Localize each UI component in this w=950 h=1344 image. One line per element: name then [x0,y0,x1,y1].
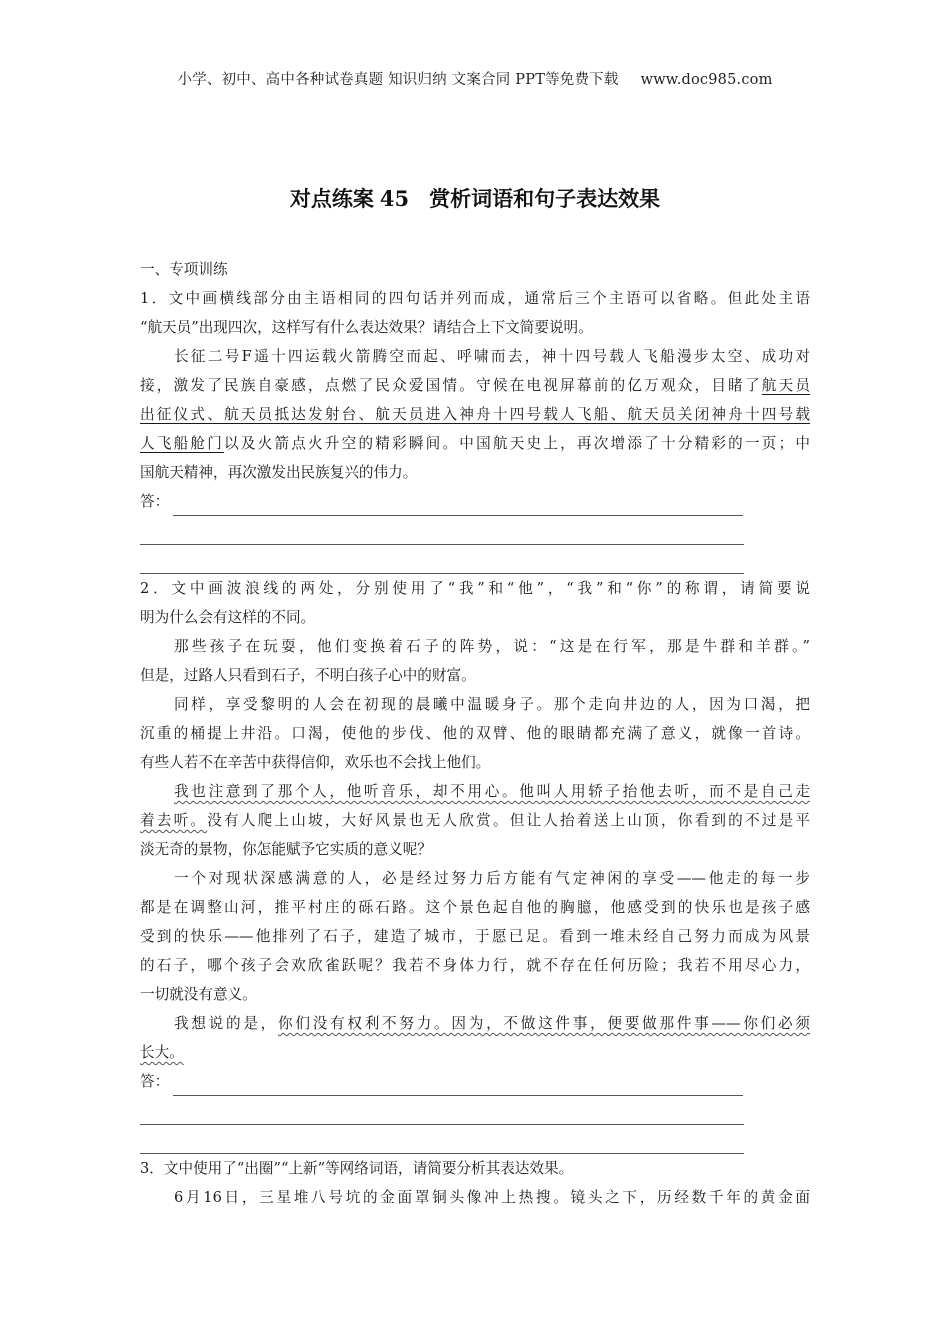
q1-answer-rule[interactable] [140,524,744,545]
q2-stem-line-2: 明为什么会有这样的不同。 [140,609,316,626]
q1-answer-line[interactable] [140,487,810,516]
q1-passage-text: 接，激发了民族自豪感，点燃了民众爱国情。守候在电视屏幕前的亿万观众，目睹了 [140,377,762,394]
q1-answer-rule[interactable] [140,553,744,574]
q1-passage-text: 以及火箭点火升空的精彩瞬间。中国航天史上，再次增添了十分精彩的一页；中 [224,435,810,452]
q2-p3-line-1 [140,777,810,806]
q1-stem-line-2: “航天员”出现四次，这样写有什么表达效果？请结合上下文简要说明。 [140,319,593,336]
q2-wavy-text: 我也注意到了那个人，他听音乐，却不用心。他叫人用轿子抬他去听，而不是自己走 [174,783,810,800]
q2-passage-text: 没有人爬上山坡，大好风景也无人欣赏。但让人抬着送上山顶，你看到的不过是平 [207,812,810,829]
page-header [0,68,950,89]
q2-p1-line-2: 但是，过路人只看到石子，不明白孩子心中的财富。 [140,667,476,684]
q2-p4-line-1: 一个对现状深感满意的人，必是经过努力后方能有气定神闲的享受——他走的每一步 [174,870,810,887]
q1-answer-line[interactable] [140,516,810,545]
q2-wavy-text: 你们没有权利不努力。因为，不做这件事，便要做那件事——你们必须 [278,1015,810,1032]
q2-passage-text: 我想说的是， [174,1015,279,1032]
q1-passage-line-3 [140,400,810,429]
q2-answer-line[interactable] [140,1096,810,1125]
q1-underlined-text: 人飞船舱门 [140,435,225,452]
q2-p5-line-1 [140,1009,810,1038]
q2-answer-rule[interactable] [173,1075,743,1096]
q2-wavy-text: 着去听。 [140,812,208,829]
q3-stem-line: 3．文中使用了“出圈”“上新”等网络词语，请简要分析其表达效果。 [140,1160,574,1177]
q2-stem-line-1: 2．文中画波浪线的两处，分别使用了“我”和“他”，“我”和“你”的称谓，请简要说 [140,580,810,597]
q1-passage-line-4 [140,429,810,458]
q2-wavy-text: 长大。 [140,1044,184,1061]
q2-p4-line-3: 受到的快乐——他排列了石子，建造了城市，于愿已足。看到一堆未经自己努力而成为风景 [140,928,810,945]
q1-answer-line[interactable] [140,545,810,574]
section-heading: 一、专项训练 [140,261,228,278]
q2-answer-rule[interactable] [140,1133,744,1154]
q2-p1-line-1: 那些孩子在玩耍，他们变换着石子的阵势，说：“这是在行军，那是牛群和羊群。” [174,638,810,655]
q1-passage-line-5: 国航天精神，再次激发出民族复兴的伟力。 [140,464,418,481]
page-title [0,183,950,213]
q1-answer-label: 答： [140,493,170,510]
q3-passage-line-1: 6月16日，三星堆八号坑的金面罩铜头像冲上热搜。镜头之下，历经数千年的黄金面 [174,1189,810,1206]
q2-p2-line-3: 有些人若不在辛苦中获得信仰，欢乐也不会找上他们。 [140,754,491,771]
q1-stem-line-1: 1．文中画横线部分由主语相同的四句话并列而成，通常后三个主语可以省略。但此处主语 [140,290,810,307]
q2-p4-line-2: 都是在调整山河，推平村庄的砾石路。这个景色起自他的胸臆，他感受到的快乐也是孩子感 [140,899,810,916]
q1-passage-line-2 [140,371,810,400]
q2-p3-line-3: 淡无奇的景物，你怎能赋予它实质的意义呢？ [140,841,432,858]
document-body [140,255,810,1212]
q2-p2-line-1: 同样，享受黎明的人会在初现的晨曦中温暖身子。那个走向井边的人，因为口渴，把 [174,696,810,713]
header-text: 小学、初中、高中各种试卷真题 知识归纳 文案合同 PPT等免费下载 [177,72,619,88]
q2-p3-line-2 [140,806,810,835]
q2-answer-rule[interactable] [140,1104,744,1125]
title-number: 45 [379,186,410,211]
q2-answer-line[interactable] [140,1125,810,1154]
q1-passage-line-1: 长征二号F遥十四运载火箭腾空而起、呼啸而去，神十四号载人飞船漫步太空、成功对 [174,348,810,365]
q2-p5-line-2 [140,1038,810,1067]
q2-p2-line-2: 沉重的桶提上井沿。口渴，使他的步伐、他的双臂、他的眼睛都充满了意义，就像一首诗。 [140,725,810,742]
q1-answer-rule[interactable] [173,495,743,516]
q1-underlined-text: 出征仪式、航天员抵达发射台、航天员进入神舟十四号载人飞船、航天员关闭神舟十四号载 [140,406,810,423]
q2-answer-label: 答： [140,1073,170,1090]
q2-p4-line-5: 一切就没有意义。 [140,986,257,1003]
q2-p4-line-4: 的石子，哪个孩子会欢欣雀跃呢？我若不身体力行，就不存在任何历险；我若不用尽心力， [140,957,810,974]
title-main: 赏析词语和句子表达效果 [429,186,661,211]
title-prefix: 对点练案 [289,186,374,211]
q2-answer-line[interactable] [140,1067,810,1096]
q1-underlined-text: 航天员 [761,377,810,394]
header-site-link[interactable]: www.doc985.com [640,72,773,88]
